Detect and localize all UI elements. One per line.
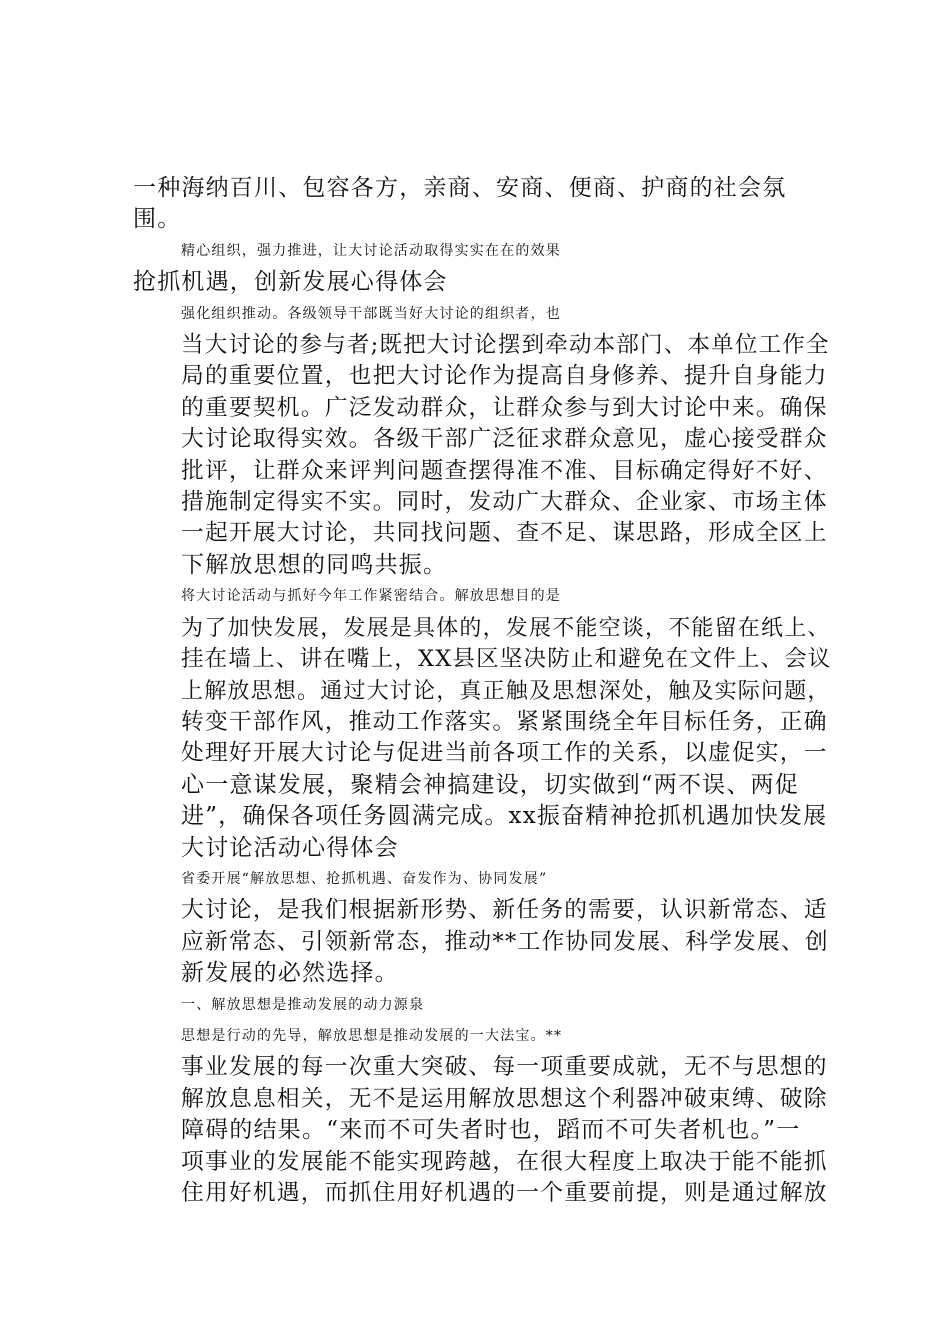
text-line: 围。 <box>133 206 182 233</box>
text-line: 大讨论，是我们根据新形势、新任务的需要，认识新常态、适 <box>181 897 828 924</box>
text-line: 事业发展的每一次重大突破、每一项重要成就，无不与思想的 <box>181 1054 828 1081</box>
text-line: 为了加快发展，发展是具体的，发展不能空谈，不能留在纸上、 <box>181 615 831 641</box>
paragraph <box>133 299 833 582</box>
text-line: 强化组织推动。各级领导干部既当好大讨论的组织者，也 <box>181 305 561 322</box>
paragraph <box>133 173 833 236</box>
text-line: 心一意谋发展，聚精会神搞建设，切实做到“两不误、两促 <box>181 771 799 798</box>
text-line: 思想是行动的先导，解放思想是推动发展的一大法宝。** <box>181 1027 563 1044</box>
text-line: 当大讨论的参与者;既把大讨论摆到牵动本部门、本单位工作全 <box>181 332 830 359</box>
text-line: 障碍的结果。“来而不可失者时也，蹈而不可失者机也。”一 <box>181 1117 801 1144</box>
text-line: 大讨论活动心得体会 <box>181 834 399 861</box>
paragraph <box>133 864 833 990</box>
text-line: 一起开展大讨论，共同找问题、查不足、谋思路，形成全区上 <box>181 520 828 547</box>
document-body <box>133 173 833 1209</box>
text-line: 局的重要位置，也把大讨论作为提高自身修养、提升自身能力 <box>181 363 828 390</box>
paragraph <box>133 990 833 1021</box>
text-line: 下解放思想的同鸣共振。 <box>181 551 448 578</box>
text-line: 措施制定得实不实。同时，发动广大群众、企业家、市场主体 <box>181 489 828 516</box>
text-line: 项事业的发展能不能实现跨越，在很大程度上取决于能不能抓 <box>181 1148 828 1175</box>
text-line: 解放息息相关，无不是运用解放思想这个利器冲破束缚、破除 <box>181 1085 828 1112</box>
text-line: 进”，确保各项任务圆满完成。xx振奋精神抢抓机遇加快发展 <box>181 803 828 830</box>
paragraph <box>133 236 833 267</box>
text-line: 的重要契机。广泛发动群众，让群众参与到大讨论中来。确保 <box>181 394 828 421</box>
text-line: 住用好机遇，而抓住用好机遇的一个重要前提，则是通过解放 <box>181 1180 828 1206</box>
text-line: 精心组织，强力推进，让大讨论活动取得实实在在的效果 <box>181 242 561 259</box>
text-line: 上解放思想。通过大讨论，真正触及思想深处，触及实际问题， <box>181 678 831 704</box>
text-line: 应新常态、引领新常态，推动**工作协同发展、科学发展、创 <box>181 928 829 955</box>
text-line: 处理好开展大讨论与促进当前各项工作的关系，以虚促实，一 <box>181 740 828 767</box>
text-line: 转变干部作风，推动工作落实。紧紧围绕全年目标任务，正确 <box>181 708 828 735</box>
text-line: 省委开展“解放思想、抢抓机遇、奋发作为、协同发展” <box>181 870 548 887</box>
paragraph <box>133 1021 833 1209</box>
text-line: 挂在墙上、讲在嘴上，XX县区坚决防止和避免在文件上、会议 <box>181 646 832 673</box>
text-line: 抢抓机遇，创新发展心得体会 <box>133 269 448 296</box>
paragraph <box>133 581 833 864</box>
text-line: 批评，让群众来评判问题查摆得准不准、目标确定得好不好、 <box>181 457 828 484</box>
paragraph <box>133 267 833 298</box>
text-line: 新发展的必然选择。 <box>181 960 399 987</box>
text-line: 大讨论取得实效。各级干部广泛征求群众意见，虚心接受群众 <box>181 426 828 453</box>
text-line: 一、解放思想是推动发展的动力源泉 <box>181 996 425 1013</box>
text-line: 将大讨论活动与抓好今年工作紧密结合。解放思想目的是 <box>181 588 561 605</box>
text-line: 一种海纳百川、包容各方，亲商、安商、便商、护商的社会氛 <box>133 175 787 201</box>
